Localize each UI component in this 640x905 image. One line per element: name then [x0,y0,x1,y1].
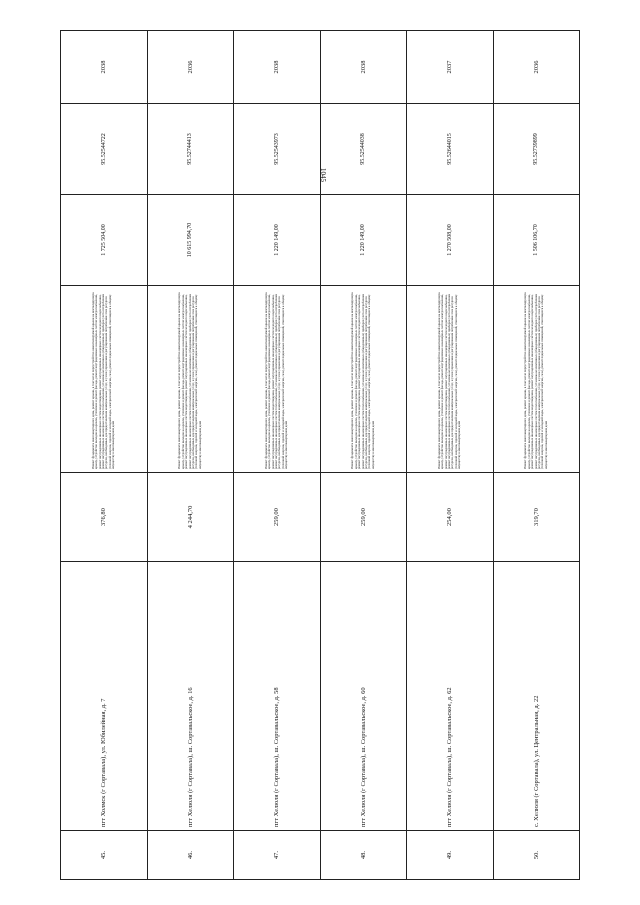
row-number: 49. [407,831,494,880]
table-row [407,31,494,880]
table-row [147,31,234,880]
cost-cell: 1 270 508,00 [407,195,494,286]
works-description-cell: Ремонт фундамента многоквартирного дома, ремонт крыши, в том числе переустройство невентилируемой крыши на вентилируемую крышу, устройство выходов на кровлю, утепление и ремонт фасада, ремонт внутридомовых инженерных систем электроснабжения, ремонт внутридомовых инженерных систем водоотведения, ремонт внутридомовых инженерных систем холодного водоснабжения, ремонт внутридомовых инженерных систем теплоснабжения, установка коллективных (общедомовых) приборов учета потребления ресурсов, необходимых для предоставления коммунальных услуг, и узлов управления и регулирования потребления этих ресурсов (тепловой энергии, горячей и холодной воды, электрической энергии, газа), ремонт подвальных помещений, относящихся к общему имуществу в многоквартирном доме [493,286,580,473]
year-cell: 2038 [234,31,321,104]
cost-cell: 1 506 106,70 [493,195,580,286]
area-cell: 254,00 [407,473,494,562]
cost-cell: 1 725 504,00 [61,195,148,286]
house-id-cell: 95.52544722 [61,104,148,195]
row-number: 46. [147,831,234,880]
table-row [61,31,148,880]
area-cell: 259,00 [320,473,407,562]
area-cell: 259,00 [234,473,321,562]
address-cell: пгт Хелюля (г Сортавала), ш. Сортавальское, д. 58 [234,562,321,831]
address-cell: с. Хелюля (г Сортавала), ул. Центральная, д. 22 [493,562,580,831]
year-cell: 2037 [407,31,494,104]
cost-cell: 1 220 149,00 [234,195,321,286]
row-number: 45. [61,831,148,880]
table-row [320,31,407,880]
repair-program-table [60,30,580,880]
address-cell: пгт Холмск (г Сортавала), ул. Юбилейная, д. 7 [61,562,148,831]
works-description-cell: Ремонт фундамента многоквартирного дома, ремонт крыши, в том числе переустройство невентилируемой крыши на вентилируемую крышу, устройство выходов на кровлю, утепление и ремонт фасада, ремонт внутридомовых инженерных систем электроснабжения, ремонт внутридомовых инженерных систем водоотведения, ремонт внутридомовых инженерных систем холодного водоснабжения, ремонт внутридомовых инженерных систем теплоснабжения, установка коллективных (общедомовых) приборов учета потребления ресурсов, необходимых для предоставления коммунальных услуг, и узлов управления и регулирования потребления этих ресурсов (тепловой энергии, горячей и холодной воды, электрической энергии, газа), ремонт подвальных помещений, относящихся к общему имуществу в многоквартирном доме [147,286,234,473]
year-cell: 2038 [61,31,148,104]
address-cell: пгт Хелюля (г Сортавала), ш. Сортавальское, д. 60 [320,562,407,831]
address-cell: пгт Хелюля (г Сортавала), ш. Сортавальское, д. 62 [407,562,494,831]
year-cell: 2036 [147,31,234,104]
area-cell: 319,70 [493,473,580,562]
table-body [61,31,580,880]
cost-cell: 10 615 994,70 [147,195,234,286]
rotated-table-container [60,60,580,880]
works-description-cell: Ремонт фундамента многоквартирного дома, ремонт крыши, в том числе переустройство невентилируемой крыши на вентилируемую крышу, устройство выходов на кровлю, утепление и ремонт фасада, ремонт внутридомовых инженерных систем электроснабжения, ремонт внутридомовых инженерных систем водоотведения, ремонт внутридомовых инженерных систем холодного водоснабжения, ремонт внутридомовых инженерных систем теплоснабжения, установка коллективных (общедомовых) приборов учета потребления ресурсов, необходимых для предоставления коммунальных услуг, и узлов управления и регулирования потребления этих ресурсов (тепловой энергии, горячей и холодной воды, электрической энергии, газа), ремонт подвальных помещений, относящихся к общему имуществу в многоквартирном доме [61,286,148,473]
works-description-cell: Ремонт фундамента многоквартирного дома, ремонт крыши, в том числе переустройство невентилируемой крыши на вентилируемую крышу, устройство выходов на кровлю, утепление и ремонт фасада, ремонт внутридомовых инженерных систем электроснабжения, ремонт внутридомовых инженерных систем водоотведения, ремонт внутридомовых инженерных систем холодного водоснабжения, ремонт внутридомовых инженерных систем теплоснабжения, установка коллективных (общедомовых) приборов учета потребления ресурсов, необходимых для предоставления коммунальных услуг, и узлов управления и регулирования потребления этих ресурсов (тепловой энергии, горячей и холодной воды, электрической энергии, газа), ремонт подвальных помещений, относящихся к общему имуществу в многоквартирном доме [234,286,321,473]
house-id-cell: 95.52544038 [320,104,407,195]
table-row [234,31,321,880]
house-id-cell: 95.52644015 [407,104,494,195]
house-id-cell: 95.52744413 [147,104,234,195]
area-cell: 4 244,70 [147,473,234,562]
area-cell: 376,80 [61,473,148,562]
works-description-cell: Ремонт фундамента многоквартирного дома, ремонт крыши, в том числе переустройство невентилируемой крыши на вентилируемую крышу, устройство выходов на кровлю, утепление и ремонт фасада, ремонт внутридомовых инженерных систем электроснабжения, ремонт внутридомовых инженерных систем водоотведения, ремонт внутридомовых инженерных систем холодного водоснабжения, ремонт внутридомовых инженерных систем теплоснабжения, установка коллективных (общедомовых) приборов учета потребления ресурсов, необходимых для предоставления коммунальных услуг, и узлов управления и регулирования потребления этих ресурсов (тепловой энергии, горячей и холодной воды, электрической энергии, газа), ремонт подвальных помещений, относящихся к общему имуществу в многоквартирном доме [320,286,407,473]
year-cell: 2036 [493,31,580,104]
row-number: 50. [493,831,580,880]
year-cell: 2038 [320,31,407,104]
address-cell: пгт Хелюля (г Сортавала), ш. Сортавальское, д. 16 [147,562,234,831]
row-number: 47. [234,831,321,880]
row-number: 48. [320,831,407,880]
works-description-cell: Ремонт фундамента многоквартирного дома, ремонт крыши, в том числе переустройство невентилируемой крыши на вентилируемую крышу, устройство выходов на кровлю, утепление и ремонт фасада, ремонт внутридомовых инженерных систем электроснабжения, ремонт внутридомовых инженерных систем водоотведения, ремонт внутридомовых инженерных систем холодного водоснабжения, ремонт внутридомовых инженерных систем теплоснабжения, установка коллективных (общедомовых) приборов учета потребления ресурсов, необходимых для предоставления коммунальных услуг, и узлов управления и регулирования потребления этих ресурсов (тепловой энергии, горячей и холодной воды, электрической энергии, газа), ремонт подвальных помещений, относящихся к общему имуществу в многоквартирном доме [407,286,494,473]
page-number: 1045 [319,168,327,182]
cost-cell: 1 220 149,00 [320,195,407,286]
house-id-cell: 95.52543973 [234,104,321,195]
house-id-cell: 95.52739899 [493,104,580,195]
table-row [493,31,580,880]
